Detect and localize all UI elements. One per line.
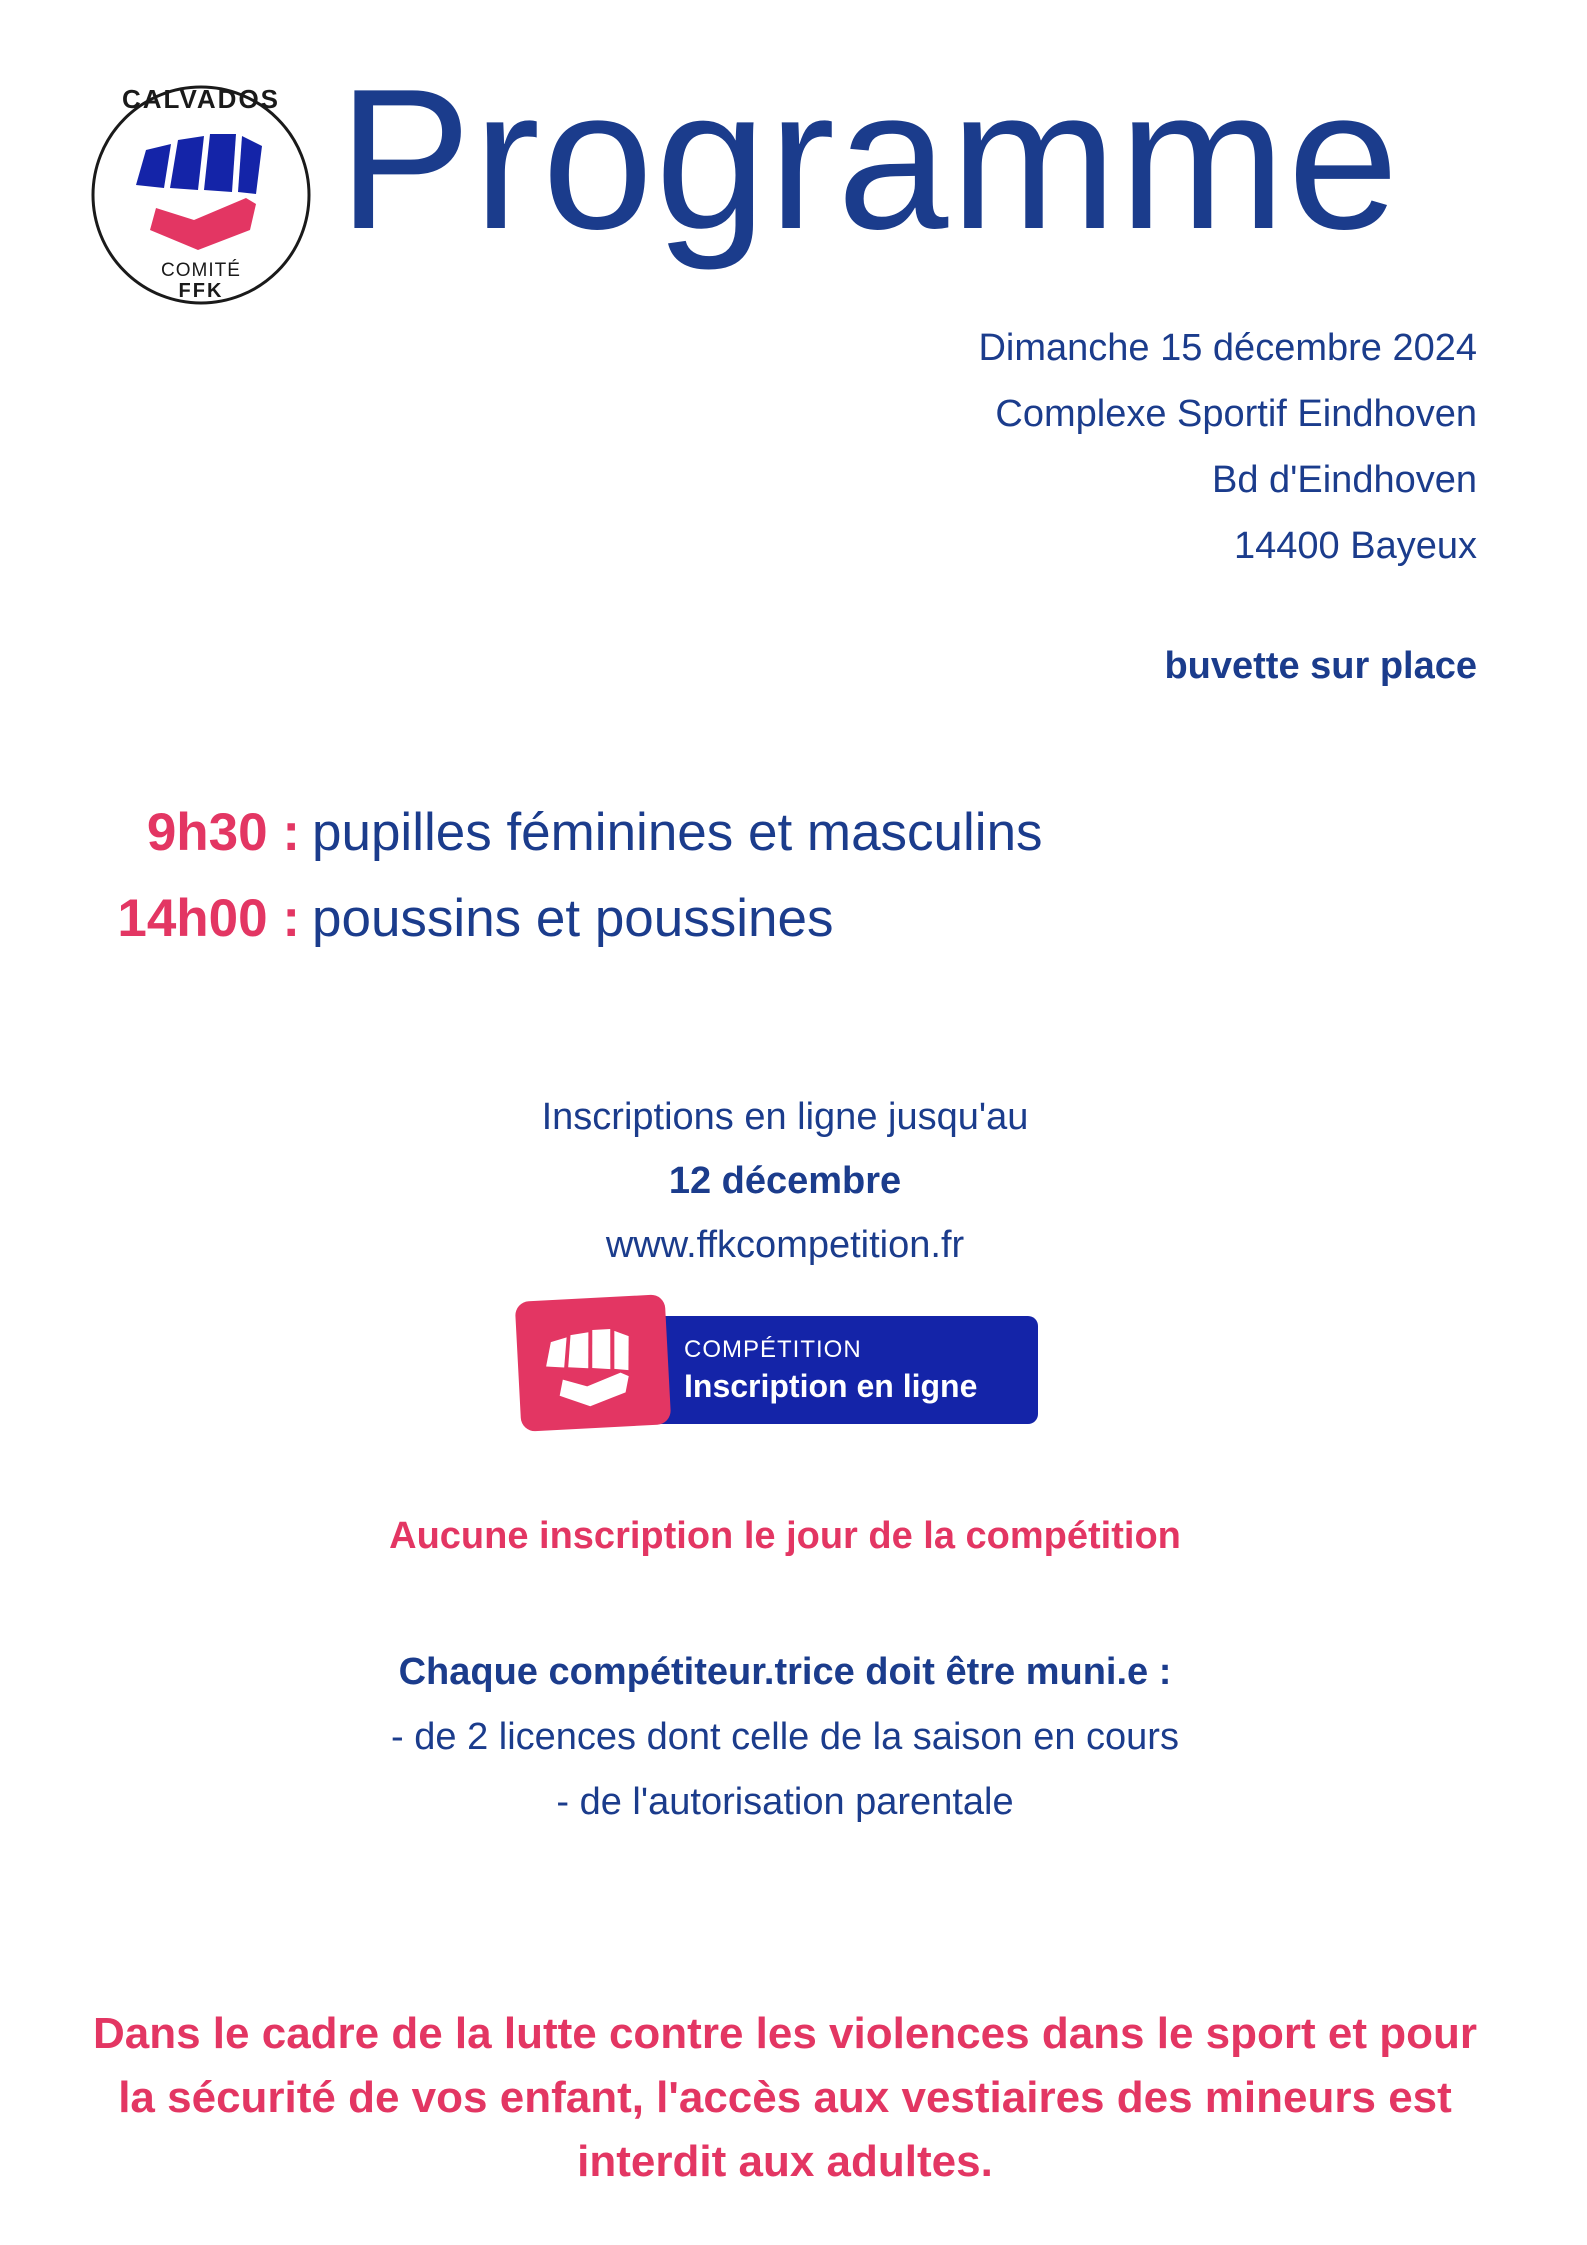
schedule-row xyxy=(0,790,1043,876)
button-main-label: Inscription en ligne xyxy=(684,1368,978,1404)
registration-info xyxy=(0,1085,1570,1277)
safety-notice xyxy=(0,2002,1570,2194)
no-onsite-registration-warning: Aucune inscription le jour de la compétition xyxy=(389,1515,1181,1557)
requirement-item: - de 2 licences dont celle de la saison en cours xyxy=(391,1716,1179,1758)
safety-notice-line: la sécurité de vos enfant, l'accès aux vestiaires des mineurs est xyxy=(118,2073,1452,2122)
event-city: 14400 Bayeux xyxy=(1234,525,1477,567)
event-info xyxy=(978,315,1477,579)
button-small-label: COMPÉTITION xyxy=(684,1336,862,1363)
registration-url[interactable]: www.ffkcompetition.fr xyxy=(605,1224,965,1266)
safety-notice-line: Dans le cadre de la lutte contre les violences dans le sport et pour xyxy=(92,2009,1477,2058)
schedule-label: poussins et poussines xyxy=(312,889,834,948)
requirements-heading: Chaque compétiteur.trice doit être muni.e : xyxy=(398,1651,1172,1693)
logo-top-text: CALVADOS xyxy=(121,84,281,114)
buvette-note: buvette sur place xyxy=(1164,645,1477,687)
safety-notice-line: interdit aux adultes. xyxy=(577,2137,993,2186)
button-emblem xyxy=(515,1294,672,1432)
requirements xyxy=(0,1640,1570,1835)
logo-middle-text: COMITÉ xyxy=(161,260,241,281)
event-street: Bd d'Eindhoven xyxy=(1211,459,1477,501)
requirement-item: - de l'autorisation parentale xyxy=(556,1781,1014,1823)
schedule-time: 9h30 : xyxy=(146,803,300,862)
logo-bottom-text: FFK xyxy=(178,280,224,302)
event-date: Dimanche 15 décembre 2024 xyxy=(978,327,1477,369)
page-title: Programme xyxy=(338,48,1401,271)
registration-line: Inscriptions en ligne jusqu'au xyxy=(541,1096,1029,1138)
ffk-calvados-logo xyxy=(86,80,316,310)
schedule xyxy=(0,790,1043,962)
schedule-label: pupilles féminines et masculins xyxy=(312,803,1043,862)
registration-deadline: 12 décembre xyxy=(668,1160,902,1202)
event-venue: Complexe Sportif Eindhoven xyxy=(995,393,1477,435)
schedule-time: 14h00 : xyxy=(117,889,300,948)
online-registration-button[interactable] xyxy=(518,1298,1038,1428)
schedule-row xyxy=(0,876,1043,962)
karate-gi-icon xyxy=(538,1315,649,1410)
